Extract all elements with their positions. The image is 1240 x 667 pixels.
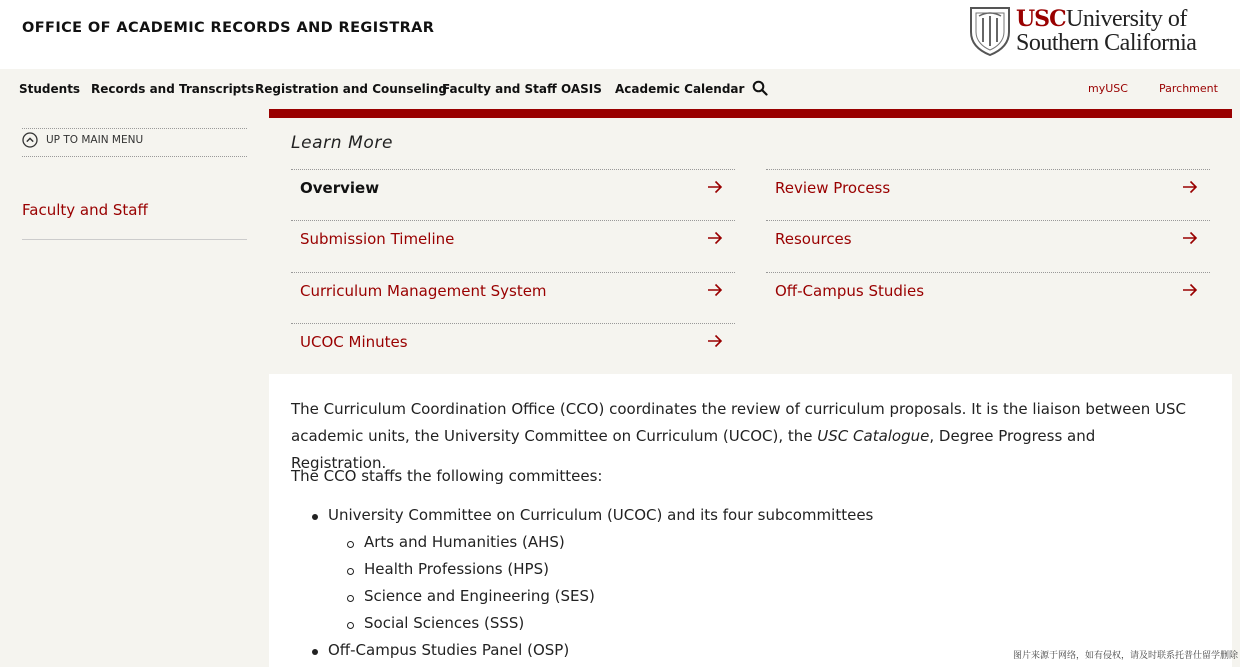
up-to-main-menu-link[interactable]	[22, 132, 143, 148]
sidebar-divider-top	[22, 128, 247, 129]
logo-southern-california-text: Southern California	[1016, 30, 1197, 56]
nav-faculty-and-staff[interactable]: Faculty and Staff	[442, 82, 557, 96]
nav-parchment[interactable]: Parchment	[1159, 82, 1218, 95]
nav-registration-and-counseling[interactable]: Registration and Counseling	[255, 82, 447, 96]
main-nav	[0, 69, 1240, 109]
bullet-ucoc: University Committee on Curriculum (UCOC) and its four subcommittees	[328, 506, 874, 524]
nav-oasis[interactable]: OASIS	[561, 82, 602, 96]
usc-catalogue-title: USC Catalogue	[817, 427, 930, 445]
learn-more-link-submission-timeline[interactable]	[291, 220, 735, 272]
nav-academic-calendar[interactable]: Academic Calendar	[615, 82, 745, 96]
bullet-dot	[312, 649, 318, 655]
office-title[interactable]: OFFICE OF ACADEMIC RECORDS AND REGISTRAR	[22, 20, 435, 36]
learn-more-link-label: Overview	[300, 179, 380, 197]
sub-bullet-ahs: Arts and Humanities (AHS)	[364, 533, 565, 551]
learn-more-link-label: Off-Campus Studies	[775, 282, 925, 300]
learn-more-link-ucoc-minutes[interactable]	[291, 323, 735, 375]
learn-more-link-resources[interactable]	[766, 220, 1210, 272]
site-header	[0, 0, 1240, 69]
usc-logo[interactable]	[968, 4, 1228, 60]
arrow-right-icon	[707, 231, 723, 245]
sub-bullet-ring	[347, 541, 354, 548]
sidebar-section-title[interactable]: Faculty and Staff	[22, 201, 148, 219]
learn-more-link-label: Curriculum Management System	[300, 282, 547, 300]
sidebar-rule	[22, 239, 247, 240]
learn-more-link-overview[interactable]	[291, 169, 735, 221]
search-icon[interactable]	[752, 80, 768, 96]
intro-text-start: The Curriculum Coordination Office (CCO) coordinates the review of curriculum proposals. It is the liaison between USC academic units, the University Committee on Curriculum (UCOC), the	[291, 400, 1186, 445]
watermark-text: 图片来源于网络，如有侵权，请及时联系托普仕留学删除	[1012, 651, 1238, 661]
learn-more-link-label: Resources	[775, 230, 852, 248]
arrow-right-icon	[707, 180, 723, 194]
learn-more-link-curriculum-management-system[interactable]	[291, 272, 735, 324]
committees-intro: The CCO staffs the following committees:	[291, 467, 603, 485]
usc-seal-icon	[968, 4, 1012, 56]
learn-more-link-review-process[interactable]	[766, 169, 1210, 221]
sub-bullet-ring	[347, 622, 354, 629]
sub-bullet-sss: Social Sciences (SSS)	[364, 614, 525, 632]
sub-bullet-ses: Science and Engineering (SES)	[364, 587, 595, 605]
learn-more-link-label: Review Process	[775, 179, 891, 197]
accent-bar	[269, 109, 1232, 118]
nav-students[interactable]: Students	[19, 82, 81, 96]
learn-more-link-off-campus-studies[interactable]	[766, 272, 1210, 324]
arrow-right-icon	[707, 283, 723, 297]
sidebar-divider-bottom	[22, 156, 247, 157]
sub-bullet-ring	[347, 568, 354, 575]
learn-more-title: Learn More	[291, 133, 394, 153]
sub-bullet-hps: Health Professions (HPS)	[364, 560, 549, 578]
arrow-right-icon	[1182, 231, 1198, 245]
logo-usc-text: USC	[1016, 6, 1066, 32]
learn-more-link-label: UCOC Minutes	[300, 333, 408, 351]
bullet-dot	[312, 514, 318, 520]
arrow-right-icon	[1182, 180, 1198, 194]
nav-records-and-transcripts[interactable]: Records and Transcripts	[91, 82, 255, 96]
intro-text-end: , Degree Progress and Registration.	[291, 427, 1096, 472]
up-to-main-menu-label: UP TO MAIN MENU	[46, 134, 144, 146]
sub-bullet-ring	[347, 595, 354, 602]
chevron-up-circle-icon	[22, 132, 38, 148]
arrow-right-icon	[707, 334, 723, 348]
learn-more-link-label: Submission Timeline	[300, 230, 455, 248]
logo-university-text: University of	[1066, 6, 1187, 32]
bullet-osp: Off-Campus Studies Panel (OSP)	[328, 641, 570, 659]
nav-myusc[interactable]: myUSC	[1088, 82, 1128, 95]
arrow-right-icon	[1182, 283, 1198, 297]
